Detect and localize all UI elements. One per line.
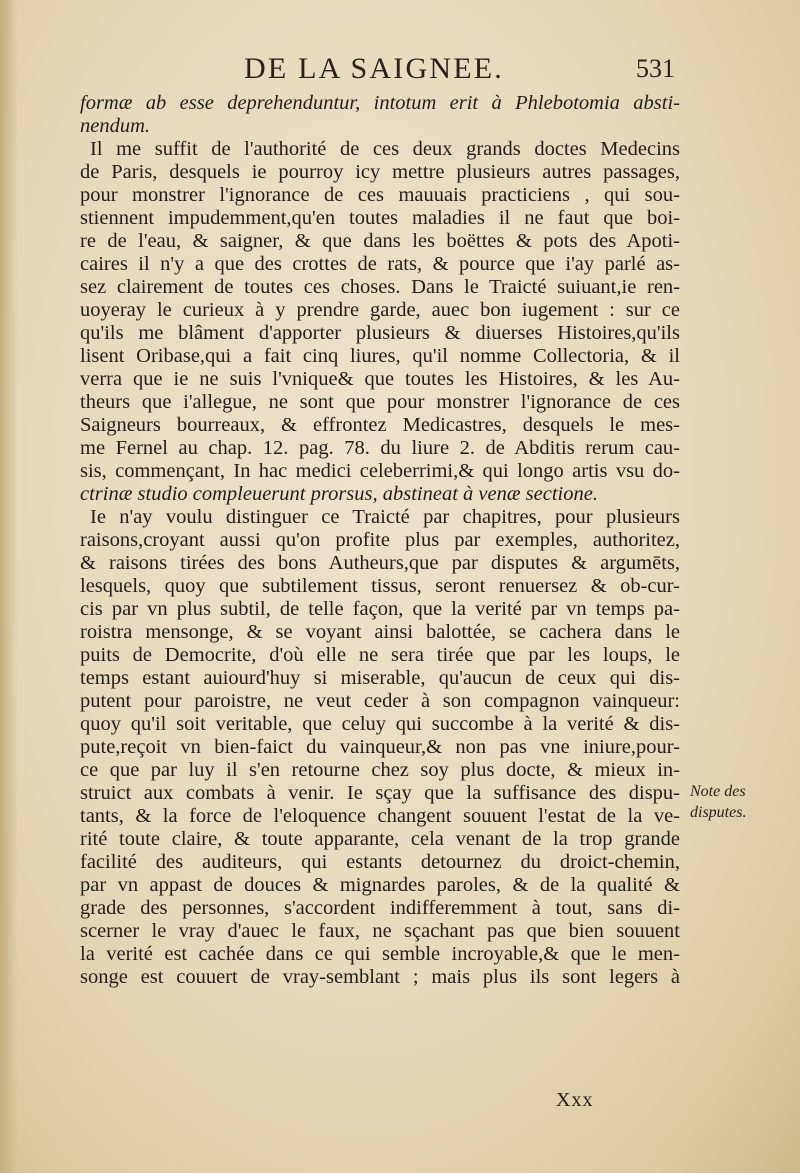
text-line: ce que par luy il s'en retourne chez soy plus docte, & mieux in-: [80, 759, 680, 781]
text-line: quoy qu'il soit veritable, que celuy qui succombe à la verité & dis-: [80, 713, 680, 735]
text-line: puits de Democrite, d'où elle ne sera tirée que par les loups, le: [80, 644, 680, 666]
text-line: Saigneurs bourreaux, & effrontez Medicastres, desquels le mes-: [80, 414, 680, 436]
text-line: qu'ils me blâment d'apporter plusieurs & diuerses Histoires,qu'ils: [80, 322, 680, 344]
text-line: & raisons tirées des bons Autheurs,que par disputes & argumēts,: [80, 552, 680, 574]
text-line: pour monstrer l'ignorance de ces mauuais practiciens , qui sou-: [80, 184, 680, 206]
text-line: Il me suffit de l'authorité de ces deux grands doctes Medecins: [90, 138, 680, 160]
text-line: pute,reçoit vn bien-faict du vainqueur,& non pas vne iniure,pour-: [80, 736, 680, 758]
text-line: raisons,croyant aussi qu'on profite plus par exemples, authoritez,: [80, 529, 680, 551]
text-line: scerner le vray d'auec le faux, ne sçachant pas que bien souuent: [80, 920, 680, 942]
marginal-note: [690, 781, 790, 823]
text-line: uoyeray le curieux à y prendre garde, auec bon iugement : sur ce: [80, 299, 680, 321]
text-line: lisent Oribase,qui a fait cinq liures, qu'il nomme Collectoria, & il: [80, 345, 680, 367]
text-line: temps estant auiourd'huy si miserable, qu'aucun de ceux qui dis-: [80, 667, 680, 689]
page-header: [0, 52, 800, 92]
text-line: verra que ie ne suis l'vnique& que toutes les Histoires, & les Au-: [80, 368, 680, 390]
marginal-note-line: disputes.: [690, 804, 747, 821]
text-line: rité toute claire, & toute apparante, cela venant de la trop grande: [80, 828, 680, 850]
text-line: grade des personnes, s'accordent indifferemment à tout, sans di-: [80, 897, 680, 919]
text-line: caires il n'y a que des crottes de rats, & pource que i'ay parlé as-: [80, 253, 680, 275]
text-line: nendum.: [80, 115, 151, 137]
page-number: 531: [636, 54, 675, 83]
text-line: sez clairement de toutes ces choses. Dans le Traicté suiuant,ie ren-: [80, 276, 680, 298]
text-line: songe est couuert de vray-semblant ; mais plus ils sont legers à: [80, 966, 680, 988]
text-line: ctrinæ studio compleuerunt prorsus, abstineat à venæ sectione.: [80, 483, 598, 505]
text-line: par vn appast de douces & mignardes paroles, & de la qualité &: [80, 874, 680, 896]
text-line: putent pour paroistre, ne veut ceder à son compagnon vainqueur:: [80, 690, 680, 712]
body-text: [80, 92, 680, 989]
text-line: Ie n'ay voulu distinguer ce Traicté par chapitres, pour plusieurs: [90, 506, 680, 528]
text-line: sis, commençant, In hac medici celeberrimi,& qui longo artis vsu do-: [80, 460, 680, 482]
text-line: theurs que i'allegue, ne sont que pour monstrer l'ignorance de ces: [80, 391, 680, 413]
text-line: stiennent impudemment,qu'en toutes maladies il ne faut que boi-: [80, 207, 680, 229]
running-title: DE LA SAIGNEE.: [244, 52, 504, 85]
text-line: cis par vn plus subtil, de telle façon, que la verité par vn temps pa-: [80, 598, 680, 620]
text-line: formæ ab esse deprehenduntur, intotum erit à Phlebotomia absti-: [80, 92, 680, 114]
text-line: la verité est cachée dans ce qui semble incroyable,& que le men-: [80, 943, 680, 965]
catchword: Xxx: [556, 1089, 594, 1111]
text-line: roistra mensonge, & se voyant ainsi balottée, se cachera dans le: [80, 621, 680, 643]
text-line: lesquels, quoy que subtilement tissus, seront renuersez & ob-cur-: [80, 575, 680, 597]
text-line: de Paris, desquels ie pourroy icy mettre plusieurs autres passages,: [80, 161, 680, 183]
text-line: facilité des auditeurs, qui estants detournez du droict-chemin,: [80, 851, 680, 873]
text-line: tants, & la force de l'eloquence changent souuent l'estat de la ve-: [80, 805, 680, 827]
text-line: struict aux combats à venir. Ie sçay que la suffisance des dispu-: [80, 782, 680, 804]
text-line: me Fernel au chap. 12. pag. 78. du liure 2. de Abditis rerum cau-: [80, 437, 680, 459]
marginal-note-line: Note des: [690, 783, 746, 800]
text-line: re de l'eau, & saigner, & que dans les boëttes & pots des Apoti-: [80, 230, 680, 252]
